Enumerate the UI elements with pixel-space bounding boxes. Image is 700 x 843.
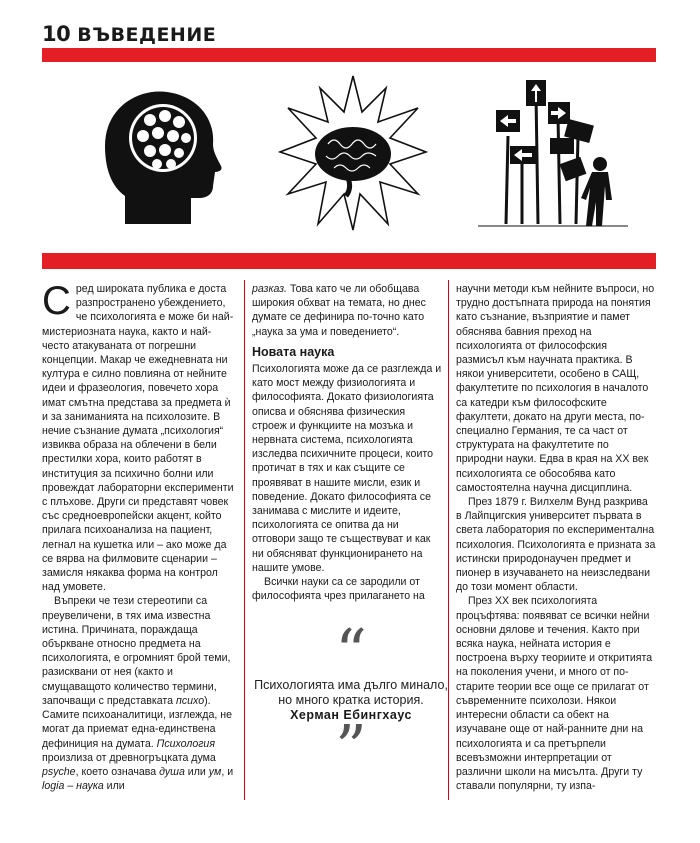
paragraph: Психологията може да се разглежда и като мост между физиологията и философията. Докато физиологията описва и обяснява физическия строеж и функциите на мозъка и нервната система, психологията изследва психичните процеси, които протичат в тях и как същите се проявяват в нашите мисли, език и поведение. Докато философията се занимава с мислите и идеите, психологията се опитва да ни отговори защо те съществуват и как ни обясняват функционирането на нашите умове. bbox=[252, 363, 442, 574]
bottom-red-rule bbox=[42, 253, 656, 269]
paragraph bbox=[42, 279, 236, 594]
top-red-rule bbox=[42, 48, 656, 62]
quote-author: Херман Ебингхаус bbox=[290, 708, 412, 722]
pull-quote bbox=[253, 615, 449, 784]
drop-cap: С bbox=[42, 279, 71, 323]
text-column-left bbox=[42, 279, 236, 793]
head-with-crowd-icon bbox=[95, 86, 225, 226]
man-signposts-icon bbox=[478, 76, 628, 244]
paragraph-text: ред широката публика е доста разпространено убеждението, че психологията е може би най-мистериозната наука, както и най-често атакуваната от погрешни концепции. Макар че ежедневната ни култура е силно повлияна от нейните идеи и фразеология, повечето хора имат смътна представа за предмета ѝ и за заниманията на психолозите. В нечие съзнание думата „психология“ извиква образа на облечени в бели престилки хора, които работят в институция за психично болни или провеждат лабораторни експерименти с плъхове. Други си представят човек със средноевропейски акцент, който прилага психоанализа на пациент, легнал на кушетка или – ако може да се вярва на филмовите сценарии – замисля някаква форма на контрол над умовете. bbox=[42, 283, 234, 594]
brain-burst-icon bbox=[278, 72, 428, 232]
column-divider-left bbox=[244, 280, 245, 800]
paragraph: Въпреки че тези стереотипи са преувеличени, в тях има известна истина. Причината, пораждаща объркване относно предмета на психологията, е огромният брой теми, разисквани от нея (както и смущаващото количество термини, започващи с представката психо). Самите психоаналитици, изглежда, не могат да приемат една-единствена дефиниция на думата. Психология произлиза от древногръцката дума psyche, което означава душа или ум, и logia – наука или bbox=[42, 595, 234, 793]
subheading: Новата наука bbox=[252, 344, 335, 359]
text-column-right bbox=[456, 282, 656, 793]
paragraph: През 1879 г. Вилхелм Вунд разкрива в Лайпцигския университет първата в света лаборатория по експериментална психология. Психологията е призната за истински природонаучен предмет и пионер в изучаването на неизследвани до този момент области. bbox=[456, 496, 656, 594]
quote-text: Психологията има дълго минало, но много кратка история. bbox=[254, 678, 448, 707]
paragraph: Всички науки са се зародили от философията чрез прилагането на bbox=[252, 576, 425, 603]
paragraph: През XX век психологията процъфтява: появяват се всички нейни основни дялове и течения. Както при всяка наука, нейната история е построена върху теориите и откритията на поколения учени, и много от по-старите теории все още се прилагат от съвременните психолози. Някои интересни области са обект на изучаване още от най-ранните дни на психологията и са претърпели всевъзможни интерпретации от различни школи на мисълта. Други ту ставали популярни, ту изпа- bbox=[456, 595, 653, 793]
page-number: 10 bbox=[42, 22, 71, 46]
paragraph: научни методи към нейните въпроси, но трудно достъпната природа на понятия като съзнание, възприятие и памет обяснява бавния преход на психологията от философския размисъл към научната практика. В някои университети, особено в САЩ, факултетите по психология в началото са катедри към философските факултети, докато на други места, по-специално Германия, те са част от структурата на факултетите по природни науки. Едва в края на XX век психологията се обособява като самостоятелна научна дисциплина. bbox=[456, 283, 655, 494]
open-quote-mark: “ bbox=[335, 615, 367, 688]
paragraph: разказ. Това като че ли обобщава широкия обхват на темата, но днес думате се дефинира по-точно като „наука за ума и поведението“. bbox=[252, 283, 426, 338]
text-column-middle bbox=[252, 282, 442, 603]
page-header bbox=[42, 22, 216, 46]
section-title: ВЪВЕДЕНИЕ bbox=[77, 24, 217, 46]
close-quote-mark: ” bbox=[335, 711, 367, 784]
